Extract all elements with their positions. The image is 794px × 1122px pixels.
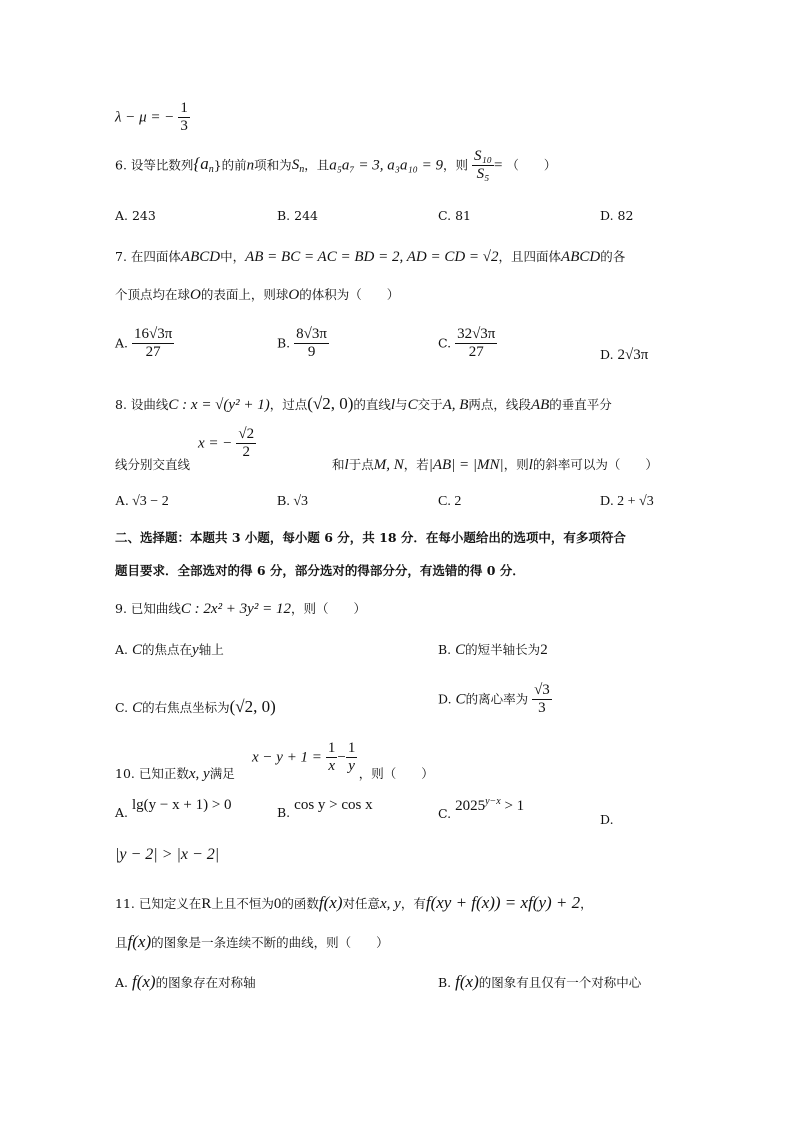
- q8-option-c: C. 2: [438, 494, 462, 509]
- q11-option-b: B. f(x)的图象有且仅有一个对称中心: [438, 972, 642, 991]
- q6-option-d: D. 82: [600, 208, 634, 223]
- q9-option-a: A. C的焦点在y轴上: [115, 642, 224, 658]
- section-2-line1: 二、选择题：本题共 3 小题，每小题 6 分，共 18 分．在每小题给出的选项中，有多项符合: [115, 530, 626, 545]
- question-8-line3: 线分别交直线 和l于点M, N，若|AB| = |MN|，则l的斜率可以为（ ）: [115, 457, 658, 473]
- question-11-line1: 11. 已知定义在R上且不恒为0的函数f(x)对任意x, y，有f(xy + f(x)) = xf(y) + 2，: [115, 893, 593, 912]
- q10-option-a: A. lg(y − x + 1) > 0: [115, 797, 232, 820]
- formula-text: λ − μ = −: [115, 109, 175, 126]
- q9-option-b: B. C的短半轴长为2: [438, 642, 548, 658]
- question-9: 9. 已知曲线C : 2x² + 3y² = 12，则（ ）: [115, 601, 366, 617]
- q8-option-d: D. 2 + √3: [600, 494, 654, 509]
- q6-option-c: C. 81: [438, 208, 471, 223]
- q6-option-a: A. 243: [115, 208, 156, 223]
- q10-option-d-expr: |y − 2| > |x − 2|: [115, 846, 220, 863]
- q8-option-b: B. √3: [277, 494, 309, 509]
- question-6: 6. 设等比数列$\{a_n\}$的前n项和为$S_n$，且a₅a₇ = 3, a₃a₁₀ = 9，则 $\frac{\text{S₁₀}}{\text{S₅}}$ = （ ）: [115, 148, 557, 183]
- q9-option-d: D. C的离心率为 $\frac{√3}{3}$: [438, 682, 550, 717]
- q10-option-b: B. cos y > cos x: [277, 797, 373, 820]
- question-7-line2: 个顶点均在球O的表面上，则球O的体积为（ ）: [115, 287, 400, 303]
- q7-option-a: A. $\frac{16√3\pi}{27}$: [115, 326, 173, 361]
- section-2-line2: 题目要求．全部选对的得 6 分，部分选对的得部分分，有选错的得 0 分．: [115, 563, 525, 578]
- q6-option-b: B. 244: [277, 208, 318, 223]
- question-8-line1: 8. 设曲线C : x = √(y² + 1)，过点(√2, 0)的直线l与C交于A, B两点，线段AB的垂直平分: [115, 394, 612, 413]
- q10-option-c: C. $2025^{y-x} > 1$: [438, 796, 525, 821]
- question-8-line2: x = − $\frac{√2}{2}$: [198, 426, 255, 461]
- q10-option-d: D.: [600, 812, 614, 827]
- question-11-line2: 且f(x)的图象是一条连续不断的曲线，则（ ）: [115, 932, 389, 951]
- q7-option-c: C. $\frac{32√3\pi}{27}$: [438, 326, 496, 361]
- question-10: 10. 已知正数x, y满足 ，则（ ）: [115, 766, 434, 782]
- q11-option-a: A. f(x)的图象存在对称轴: [115, 972, 256, 991]
- question-7-line1: 7. 在四面体ABCD中，AB = BC = AC = BD = 2, AD = CD = √2，且四面体ABCD的各: [115, 249, 626, 265]
- q7-option-b: B. $\frac{8√3\pi}{9}$: [277, 326, 327, 361]
- ratio-fraction: $\frac{\text{S₁₀}}{\text{S₅}}$: [474, 148, 492, 183]
- q9-option-c: C. C的右焦点坐标为(√2, 0): [115, 697, 276, 716]
- q7-option-d: D. 2√3π: [600, 347, 649, 363]
- question-10-eq: x − y + 1 = $\frac{1}{x}$ − $\frac{1}{y}$: [252, 740, 356, 775]
- fraction: $\frac{1}{3}$: [180, 100, 188, 135]
- q8-option-a: A. √3 − 2: [115, 494, 169, 509]
- top-formula: [115, 100, 190, 136]
